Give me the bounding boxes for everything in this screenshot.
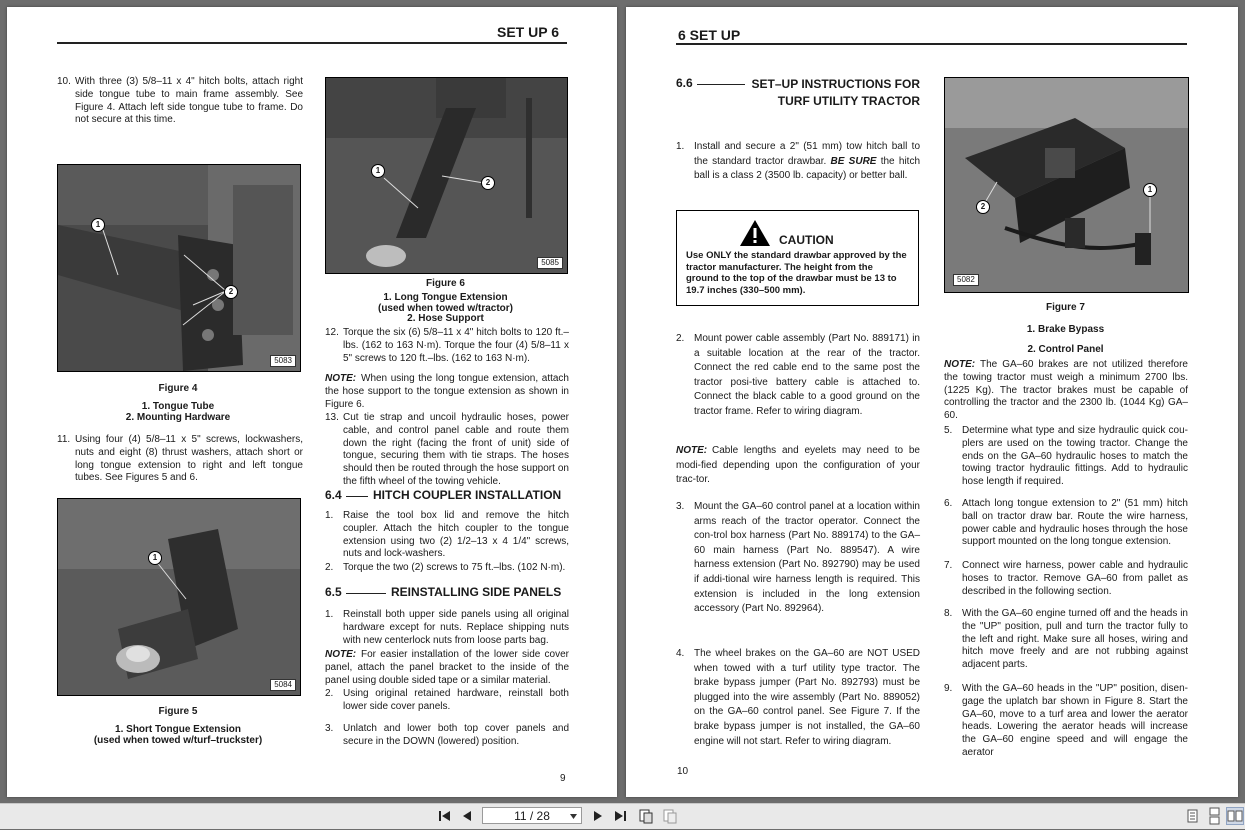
figure-6-photo <box>325 77 568 274</box>
page-number-input[interactable] <box>482 807 582 824</box>
first-page-icon <box>436 807 454 825</box>
figure-4-caption: 1. Tongue Tube 2. Mounting Hardware <box>125 401 231 423</box>
last-page-icon <box>612 807 630 825</box>
note-brakes: NOTE: The GA–60 brakes are not utilized therefore the towing tractor must weigh a minimum 2700 lbs. (1225 Kg). The tractor brakes must be capable of controlling the tractor and the 2300 lb. (1044 Kg) GA–60. <box>944 359 1188 422</box>
callout-1: 1 <box>91 218 105 232</box>
figure-number: 5082 <box>953 274 979 286</box>
caution-box <box>676 210 919 306</box>
caution-text: Use ONLY the standard drawbar approved by the tractor manufacturer. The height from the ground to the top of the drawbar must be 13 to 19.7 inches (330–500 mm). <box>686 250 907 296</box>
header-rule <box>57 42 567 44</box>
section-6-6-number: 6.6 <box>676 76 693 90</box>
next-page-button[interactable] <box>589 807 607 825</box>
single-page-icon <box>1183 807 1201 825</box>
continuous-page-icon <box>1205 807 1223 825</box>
figure-4-title: Figure 4 <box>158 383 198 394</box>
callout-1: 1 <box>148 551 162 565</box>
section-6-4-number: 6.4 <box>325 488 342 502</box>
step-6-4-2: 2. Torque the two (2) screws to 75 ft.–lbs. (102 N·m). <box>325 562 566 573</box>
figure-number: 5084 <box>270 679 296 691</box>
caution-title: CAUTION <box>779 233 834 247</box>
step-13: 13. Cut tie strap and uncoil hydraulic hoses, power cable, and control panel cable and route them down the right (facing the front of unit) side of tongue, securing them with tie straps. The hoses should then be routed through the hose support on the fifth wheel of the towing vehicle. <box>325 412 569 487</box>
step-r4: 4. The wheel brakes on the GA–60 are NOT USED when towed with a turf utility type tractor. The brake bypass jumper (Part No. 892793) must be plugged into the wire assembly (Part No. 889052) on the GA–60 control panel. See Figure 7. If the brake bypass jumper is not installed, the GA–60 engine will not start. Refer to wiring diagram. <box>676 648 920 747</box>
step-r1: 1. Install and secure a 2" (51 mm) tow hitch ball to the standard tractor drawbar. BE SURE the hitch ball is a class 2 (3500 lb. capacity) or better ball. <box>676 141 921 182</box>
page-number: 9 <box>560 773 566 784</box>
two-page-view-button[interactable] <box>1226 807 1244 825</box>
note-lower-panel: NOTE: For easier installation of the lower side cover panel, attach the panel bracket to the inside of the panel using double sided tape or a similar material. <box>325 649 569 686</box>
next-page-icon <box>589 807 607 825</box>
callout-2: 2 <box>481 176 495 190</box>
right-page <box>626 7 1238 797</box>
note-cable-lengths: NOTE: Cable lengths and eyelets may need to be modi-fied depending upon the configuration of your trac-tor. <box>676 445 920 486</box>
first-page-button[interactable] <box>436 807 454 825</box>
figure-7-title: Figure 7 <box>1046 302 1085 313</box>
figure-5-title: Figure 5 <box>158 706 198 717</box>
callout-1: 1 <box>371 164 385 178</box>
step-r3: 3. Mount the GA–60 control panel at a location within arms reach of the tractor operator. Connect the con-trol box harness (Part No. 889174) to the GA–60 main harness (Part No. 889547). A wire harness extension (Part No. 892790) may be used if addi-tional wire harness length is required. This extension is included in the long extension accessory (Part No. 892964). <box>676 501 920 615</box>
callout-2: 2 <box>224 285 238 299</box>
callout-1: 1 <box>1143 183 1157 197</box>
figure-7-caption: 1. Brake Bypass 2. Control Panel <box>1026 324 1105 355</box>
page-header: SET UP 6 <box>497 24 559 40</box>
page-indicator: 11 / 28 <box>514 809 550 823</box>
rotate-page-icon <box>637 807 655 825</box>
note-long-tongue: NOTE: When using the long tongue extension, attach the hose support to the tongue extension as shown in Figure 6. <box>325 373 569 410</box>
single-page-view-button[interactable] <box>1183 807 1201 825</box>
step-11: 11. Using four (4) 5/8–11 x 5" screws, lockwashers, nuts and eight (8) thrust washers, attach short or long tongue extension to right and left tongue tubes. See Figures 5 and 6. <box>57 434 303 484</box>
previous-page-icon <box>458 807 476 825</box>
previous-page-button[interactable] <box>458 807 476 825</box>
step-r8: 8. With the GA–60 engine turned off and the heads in the "UP" position, pull and turn the tractor fully to the left and right. Make sure all hoses, wiring and hitch move freely and are not rubbing against adjacent parts. <box>944 608 1188 671</box>
page-number: 10 <box>677 766 689 777</box>
copy-page-button[interactable] <box>661 807 679 825</box>
figure-7-photo <box>944 77 1189 293</box>
figure-number: 5083 <box>270 355 296 367</box>
rotate-page-button[interactable] <box>637 807 655 825</box>
warning-triangle-icon <box>739 219 771 247</box>
section-rule <box>346 593 386 594</box>
left-page <box>7 7 617 797</box>
step-6-5-1: 1. Reinstall both upper side panels using all original hardware except for nuts. Replace shipping nuts with new centerlock nuts from loose parts bag. <box>325 609 569 646</box>
step-r6: 6. Attach long tongue extension to 2" (51 mm) hitch ball on tractor draw bar. Route the wire harness, power cable and hydraulic hoses through the hose support mounted on the long tongue extension. <box>944 498 1188 548</box>
step-r2: 2. Mount power cable assembly (Part No. 889171) in a suitable location at the rear of the tractor. Connect the red cable end to the same post the tractor posi-tive battery cable is attached to. Connect the black cable to a good ground on the tractor frame. Refer to wiring diagram. <box>676 333 920 417</box>
header-rule <box>676 43 1187 45</box>
step-r5: 5. Determine what type and size hydraulic quick cou-plers are used on the towing tractor. Change the ends on the GA–60 hydraulic hoses to match the towing tractor hydraulic fittings. Add to hydraulic hose length if required. <box>944 425 1188 488</box>
figure-5-caption: 1. Short Tongue Extension (used when towed w/turf–truckster) <box>93 724 263 746</box>
last-page-button[interactable] <box>612 807 630 825</box>
section-6-4-title: HITCH COUPLER INSTALLATION <box>373 488 562 502</box>
two-page-icon <box>1227 808 1243 824</box>
section-rule <box>697 84 745 85</box>
section-rule <box>346 496 368 497</box>
step-6-5-2: 2. Using original retained hardware, reinstall both lower side cover panels. <box>325 688 569 712</box>
page-header: 6 SET UP <box>678 27 741 43</box>
chevron-down-icon <box>570 814 577 819</box>
step-r7: 7. Connect wire harness, power cable and hydraulic hoses to tractor. Remove GA–60 from pallet as described in the following section. <box>944 560 1188 597</box>
figure-6-title: Figure 6 <box>426 278 465 289</box>
copy-page-icon <box>661 807 679 825</box>
callout-2: 2 <box>976 200 990 214</box>
figure-4-photo <box>57 164 301 372</box>
viewer-toolbar <box>0 803 1245 829</box>
step-6-4-1: 1. Raise the tool box lid and remove the hitch coupler. Attach the hitch coupler to the tongue extension using two (2) 1/2–13 x 4 1/4" screws, nuts and lock-washers. <box>325 510 569 560</box>
figure-number: 5085 <box>537 257 563 269</box>
continuous-view-button[interactable] <box>1205 807 1223 825</box>
step-6-5-3: 3. Unlatch and lower both top cover panels and secure in the DOWN (lowered) position. <box>325 723 569 747</box>
step-12: 12. Torque the six (6) 5/8–11 x 4" hitch bolts to 120 ft.–lbs. (162 to 163 N·m). Torque the four (4) 5/8–11 x 5" screws to 120 ft.–lbs. (162 to 163 N·m). <box>325 327 569 364</box>
section-6-5-number: 6.5 <box>325 585 342 599</box>
section-6-6-title: SET–UP INSTRUCTIONS FOR TURF UTILITY TRACTOR <box>751 77 920 108</box>
step-r9: 9. With the GA–60 heads in the "UP" position, disen-gage the uplatch bar shown in Figure 8. Start the GA–60, move to a turf area and lower the aerator heads. Lowering the aerator heads will increase the GA–60 engine speed and will engage the aerator <box>944 683 1188 758</box>
figure-6-caption: 1. Long Tongue Extension (used when towed w/tractor) 2. Hose Support <box>377 292 513 324</box>
section-6-5-title: REINSTALLING SIDE PANELS <box>391 585 562 599</box>
step-10: 10. With three (3) 5/8–11 x 4" hitch bolts, attach right side tongue tube to main frame assembly. See Figure 4. Attach left side tongue tube to frame. Do not secure at this time. <box>57 76 303 126</box>
figure-5-photo <box>57 498 301 696</box>
